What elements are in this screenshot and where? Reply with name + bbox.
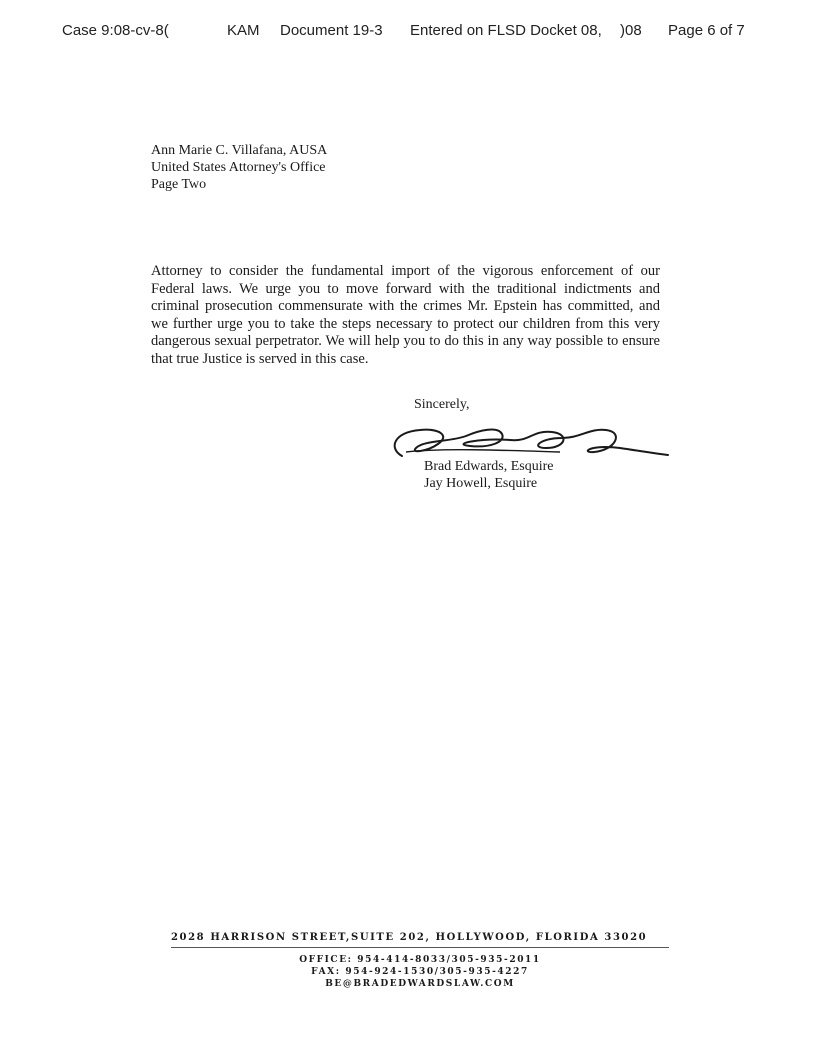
signer-block	[424, 458, 553, 492]
judge-initials: KAM	[227, 22, 260, 39]
docket-entry: Entered on FLSD Docket 08,	[410, 22, 602, 39]
footer-office-phone: OFFICE: 954-414-8033/305-935-2011	[299, 955, 541, 965]
docket-date-fragment: )08	[620, 22, 642, 39]
footer-address: 2028 HARRISON STREET,SUITE 202, HOLLYWOOD, FLORIDA 33020	[171, 932, 648, 943]
addressee-block	[151, 142, 327, 193]
docket-header	[62, 22, 762, 42]
letter-body: Attorney to consider the fundamental import of the vigorous enforcement of our Federal laws. We urge you to move forward with the traditional indictments and criminal prosecution commensurate with the crimes Mr. Epstein has committed, and we further urge you to take the steps necessary to protect our children from this very dangerous sexual perpetrator. We will help you to do this in any way possible to ensure that true Justice is served in this case.	[151, 263, 660, 367]
addressee-office: United States Attorney's Office	[151, 160, 326, 175]
addressee-name: Ann Marie C. Villafana, AUSA	[151, 143, 328, 158]
document-number: Document 19-3	[280, 22, 383, 39]
footer-email: BE@BRADEDWARDSLAW.COM	[325, 979, 515, 989]
signer-name-1: Brad Edwards, Esquire	[424, 459, 554, 474]
footer-divider	[171, 947, 669, 948]
page-number: Page 6 of 7	[668, 22, 745, 39]
case-number: Case 9:08-cv-8(	[62, 22, 169, 39]
closing-salutation: Sincerely,	[414, 397, 470, 412]
footer-contact	[200, 954, 640, 990]
page-label: Page Two	[151, 177, 207, 192]
signer-name-2: Jay Howell, Esquire	[424, 476, 538, 491]
footer-fax: FAX: 954-924-1530/305-935-4227	[311, 967, 529, 977]
signature-image	[380, 418, 670, 462]
